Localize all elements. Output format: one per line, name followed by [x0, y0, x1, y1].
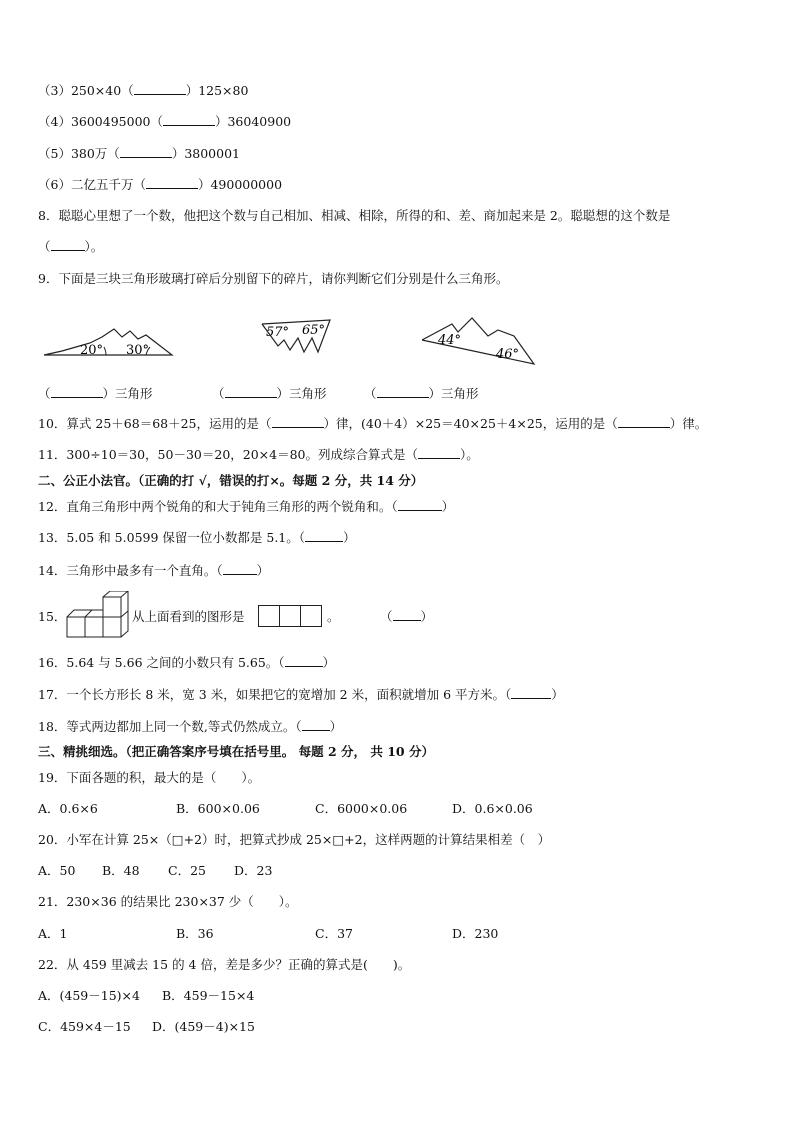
angle-label: 57°	[266, 325, 290, 340]
angle-label: 44°	[438, 333, 462, 348]
question-19: 19．下面各题的积，最大的是（ ）。	[38, 770, 261, 785]
option-c[interactable]: C．25	[168, 863, 206, 878]
answer-blank[interactable]	[51, 238, 85, 251]
answer-blank[interactable]	[305, 529, 343, 542]
option-a[interactable]: A．(459－15)×4	[38, 988, 140, 1003]
triangle-caption-1: （ ）三角形	[38, 386, 153, 401]
triangle-caption-2: （ ）三角形	[212, 386, 327, 401]
square-cell	[301, 605, 322, 627]
question-16: 16．5.64 与 5.66 之间的小数只有 5.65。（ ）	[38, 655, 336, 670]
angle-label: 46°	[496, 347, 520, 362]
question-8: 8．聪聪心里想了一个数，他把这个数与自己相加、相减、相除，所得的和、差、商加起来是 2。聪聪想的这个数是	[38, 208, 671, 223]
angle-label: 20°	[80, 343, 104, 358]
q7-item-6: （6）二亿五千万（ ）490000000	[38, 177, 283, 192]
triangle-caption-3: （ ）三角形	[364, 386, 479, 401]
angle-label: 65°	[302, 323, 326, 338]
option-b[interactable]: B．600×0.06	[176, 801, 260, 816]
question-13: 13．5.05 和 5.0599 保留一位小数都是 5.1。（ ）	[38, 530, 356, 545]
question-12: 12．直角三角形中两个锐角的和大于钝角三角形的两个锐角和。（ ）	[38, 499, 455, 514]
answer-blank[interactable]	[225, 385, 277, 398]
angle-label: 30°	[126, 343, 150, 358]
option-a[interactable]: A．0.6×6	[38, 801, 98, 816]
question-15-text: 从上面看到的图形是	[132, 609, 245, 624]
option-c[interactable]: C．459×4－15	[38, 1019, 131, 1034]
top-view-figure	[258, 605, 322, 627]
option-d[interactable]: D．230	[452, 926, 499, 941]
q7-item-3: （3）250×40（ ）125×80	[38, 83, 249, 98]
triangle-fragment-2	[258, 316, 336, 358]
question-10: 10．算式 25＋68＝68＋25，运用的是（ ）律，(40＋4）×25＝40×25＋4×25，运用的是（ ）律。	[38, 416, 708, 431]
question-8-blank-line: （ ）。	[38, 239, 104, 254]
answer-blank[interactable]	[398, 498, 442, 511]
triangle-fragment-3	[418, 316, 538, 368]
answer-blank[interactable]	[377, 385, 429, 398]
question-14: 14．三角形中最多有一个直角。（ ）	[38, 563, 270, 578]
question-22: 22．从 459 里减去 15 的 4 倍，差是多少？正确的算式是( )。	[38, 957, 411, 972]
option-a[interactable]: A．50	[38, 863, 76, 878]
question-9: 9．下面是三块三角形玻璃打碎后分别留下的碎片，请你判断它们分别是什么三角形。	[38, 271, 509, 286]
square-cell	[280, 605, 301, 627]
question-11: 11．300÷10＝30，50－30＝20，20×4＝80。列成综合算式是（ ）。	[38, 447, 479, 462]
option-b[interactable]: B．36	[176, 926, 214, 941]
answer-blank[interactable]	[618, 415, 670, 428]
q7-item-5: （5）380万（ ）3800001	[38, 146, 240, 161]
answer-blank[interactable]	[302, 718, 330, 731]
option-c[interactable]: C．37	[315, 926, 353, 941]
answer-blank[interactable]	[418, 446, 460, 459]
question-15-number: 15．	[38, 609, 67, 624]
option-b[interactable]: B．48	[102, 863, 140, 878]
answer-blank[interactable]	[223, 562, 257, 575]
question-21: 21．230×36 的结果比 230×37 少（ ）。	[38, 894, 298, 909]
triangle-fragment-1	[40, 325, 176, 361]
answer-blank[interactable]	[51, 385, 103, 398]
square-cell	[258, 605, 280, 627]
answer-blank[interactable]	[163, 113, 215, 126]
option-a[interactable]: A．1	[38, 926, 68, 941]
answer-blank[interactable]	[285, 654, 323, 667]
question-20: 20．小军在计算 25×（□+2）时，把算式抄成 25×□+2，这样两题的计算结果相差（ ）	[38, 832, 551, 847]
q7-item-4: （4）3600495000（ ）36040900	[38, 114, 292, 129]
answer-blank[interactable]	[393, 608, 421, 621]
question-15-period: 。	[327, 609, 340, 624]
question-15-answer: （ ）	[380, 609, 434, 624]
answer-blank[interactable]	[134, 82, 186, 95]
option-d[interactable]: D．(459－4)×15	[152, 1019, 255, 1034]
section-3-heading: 三、精挑细选。（把正确答案序号填在括号里。 每题 2 分， 共 10 分）	[38, 744, 434, 759]
option-b[interactable]: B．459－15×4	[162, 988, 255, 1003]
answer-blank[interactable]	[272, 415, 324, 428]
question-17: 17．一个长方形长 8 米，宽 3 米，如果把它的宽增加 2 米，面积就增加 6 平方米。（ ）	[38, 687, 564, 702]
answer-blank[interactable]	[146, 176, 198, 189]
option-c[interactable]: C．6000×0.06	[315, 801, 408, 816]
answer-blank[interactable]	[511, 686, 551, 699]
option-d[interactable]: D．0.6×0.06	[452, 801, 533, 816]
section-2-heading: 二、公正小法官。（正确的打 √，错误的打×。每题 2 分，共 14 分）	[38, 473, 424, 488]
question-18: 18．等式两边都加上同一个数,等式仍然成立。（ ）	[38, 719, 343, 734]
cube-stack-figure	[66, 591, 132, 641]
option-d[interactable]: D．23	[234, 863, 273, 878]
answer-blank[interactable]	[120, 145, 172, 158]
